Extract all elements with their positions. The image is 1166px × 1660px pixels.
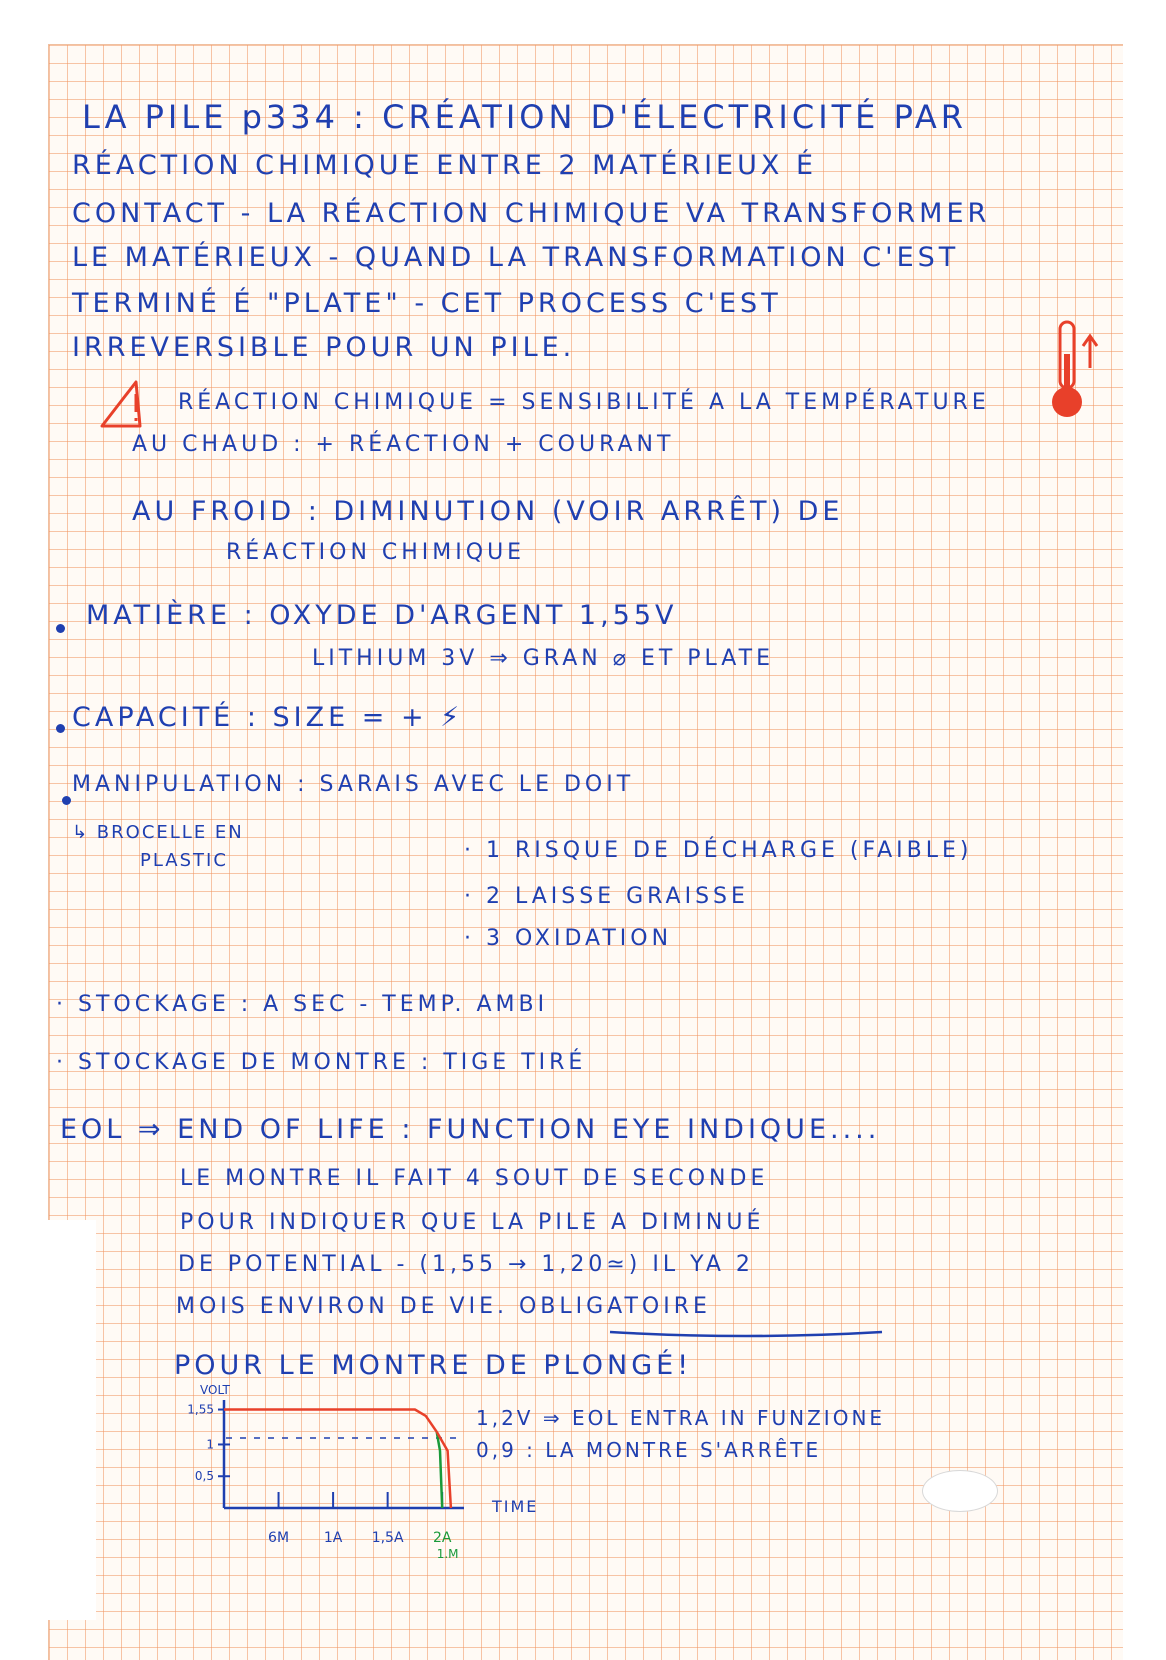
eol-line-5: MOIS ENVIRON DE VIE. OBLIGATOIRE: [176, 1294, 711, 1319]
thermometer-icon: [1040, 318, 1104, 422]
eol-annotation-2: 0,9 : LA MONTRE S'ARRÊTE: [476, 1438, 822, 1462]
y-tick-label-1: 1: [206, 1437, 214, 1452]
manip-risk-3: · 3 OXIDATION: [464, 926, 673, 951]
capacite-line: CAPACITÉ : SIZE = + ⚡: [72, 702, 464, 733]
matiere-line-1: MATIÈRE : OXYDE D'ARGENT 1,55V: [86, 600, 678, 631]
underline-mark: [606, 1326, 886, 1342]
manip-line-3: PLASTIC: [140, 850, 228, 871]
note-line-4: LE MATÉRIEUX - QUAND LA TRANSFORMATION C'EST: [72, 242, 960, 273]
stockage-montre-line: · STOCKAGE DE MONTRE : TIGE TIRÉ: [56, 1050, 587, 1075]
bullet-dot: [62, 796, 71, 805]
warning-line-4: RÉACTION CHIMIQUE: [226, 540, 526, 565]
manip-risk-1: · 1 RISQUE DE DÉCHARGE (FAIBLE): [464, 838, 973, 863]
note-line-3: CONTACT - LA RÉACTION CHIMIQUE VA TRANSFORMER: [72, 198, 991, 229]
page-cutout: [0, 1220, 96, 1620]
x-tick-label-1: 1A: [323, 1530, 343, 1546]
x-axis-label: TIME: [492, 1497, 539, 1516]
note-line-5: TERMINÉ É "PLATE" - CET PROCESS C'EST: [72, 288, 782, 319]
eol-annotation-1: 1,2V ⇒ EOL ENTRA IN FUNZIONE: [476, 1406, 886, 1430]
stockage-line: · STOCKAGE : A SEC - TEMP. AMBI: [56, 992, 549, 1017]
x-tick-label-2: 1,5A: [371, 1530, 404, 1546]
manip-line-2: ↳ BROCELLE EN: [72, 822, 244, 843]
warning-icon: [96, 376, 160, 432]
eol-line-1: EOL ⇒ END OF LIFE : FUNCTION EYE INDIQUE....: [60, 1114, 881, 1145]
matiere-line-2: LITHIUM 3V ⇒ GRAN ⌀ ET PLATE: [312, 646, 774, 671]
eol-line-3: POUR INDIQUER QUE LA PILE A DIMINUÉ: [180, 1210, 765, 1235]
warning-line-3: AU FROID : DIMINUTION (VOIR ARRÊT) DE: [132, 496, 844, 527]
x-tick-label-0: 6M: [268, 1530, 290, 1546]
x-tick-label-3: 2A: [432, 1530, 452, 1546]
note-line-2: RÉACTION CHIMIQUE ENTRE 2 MATÉRIEUX É: [72, 150, 818, 181]
eol-line-6: POUR LE MONTRE DE PLONGÉ!: [174, 1350, 693, 1381]
bullet-dot: [56, 724, 65, 733]
series-line-0: [224, 1410, 437, 1432]
note-line-1: LA PILE p334 : CRÉATION D'ÉLECTRICITÉ PAR: [82, 98, 967, 136]
eol-line-2: LE MONTRE IL FAIT 4 SOUT DE SECONDE: [180, 1166, 769, 1191]
warning-line-1: RÉACTION CHIMIQUE = SENSIBILITÉ A LA TEMPÉRATURE: [178, 390, 990, 415]
note-line-6: IRREVERSIBLE POUR UN PILE.: [72, 332, 576, 363]
eol-line-4: DE POTENTIAL - (1,55 → 1,20≃) IL YA 2: [178, 1252, 754, 1277]
y-tick-label-0: 1,55: [187, 1402, 214, 1417]
y-tick-label-2: 0,5: [194, 1469, 214, 1484]
x-extra-label: 1.M: [436, 1547, 459, 1561]
paper-smudge: [922, 1470, 998, 1512]
y-axis-label: VOLT: [200, 1383, 230, 1397]
manip-risk-2: · 2 LAISSE GRAISSE: [464, 884, 749, 909]
series-line-1: [437, 1432, 443, 1508]
warning-line-2: AU CHAUD : + RÉACTION + COURANT: [132, 432, 675, 457]
manip-line-1: MANIPULATION : SARAIS AVEC LE DOIT: [72, 772, 635, 797]
bullet-dot: [56, 624, 65, 633]
